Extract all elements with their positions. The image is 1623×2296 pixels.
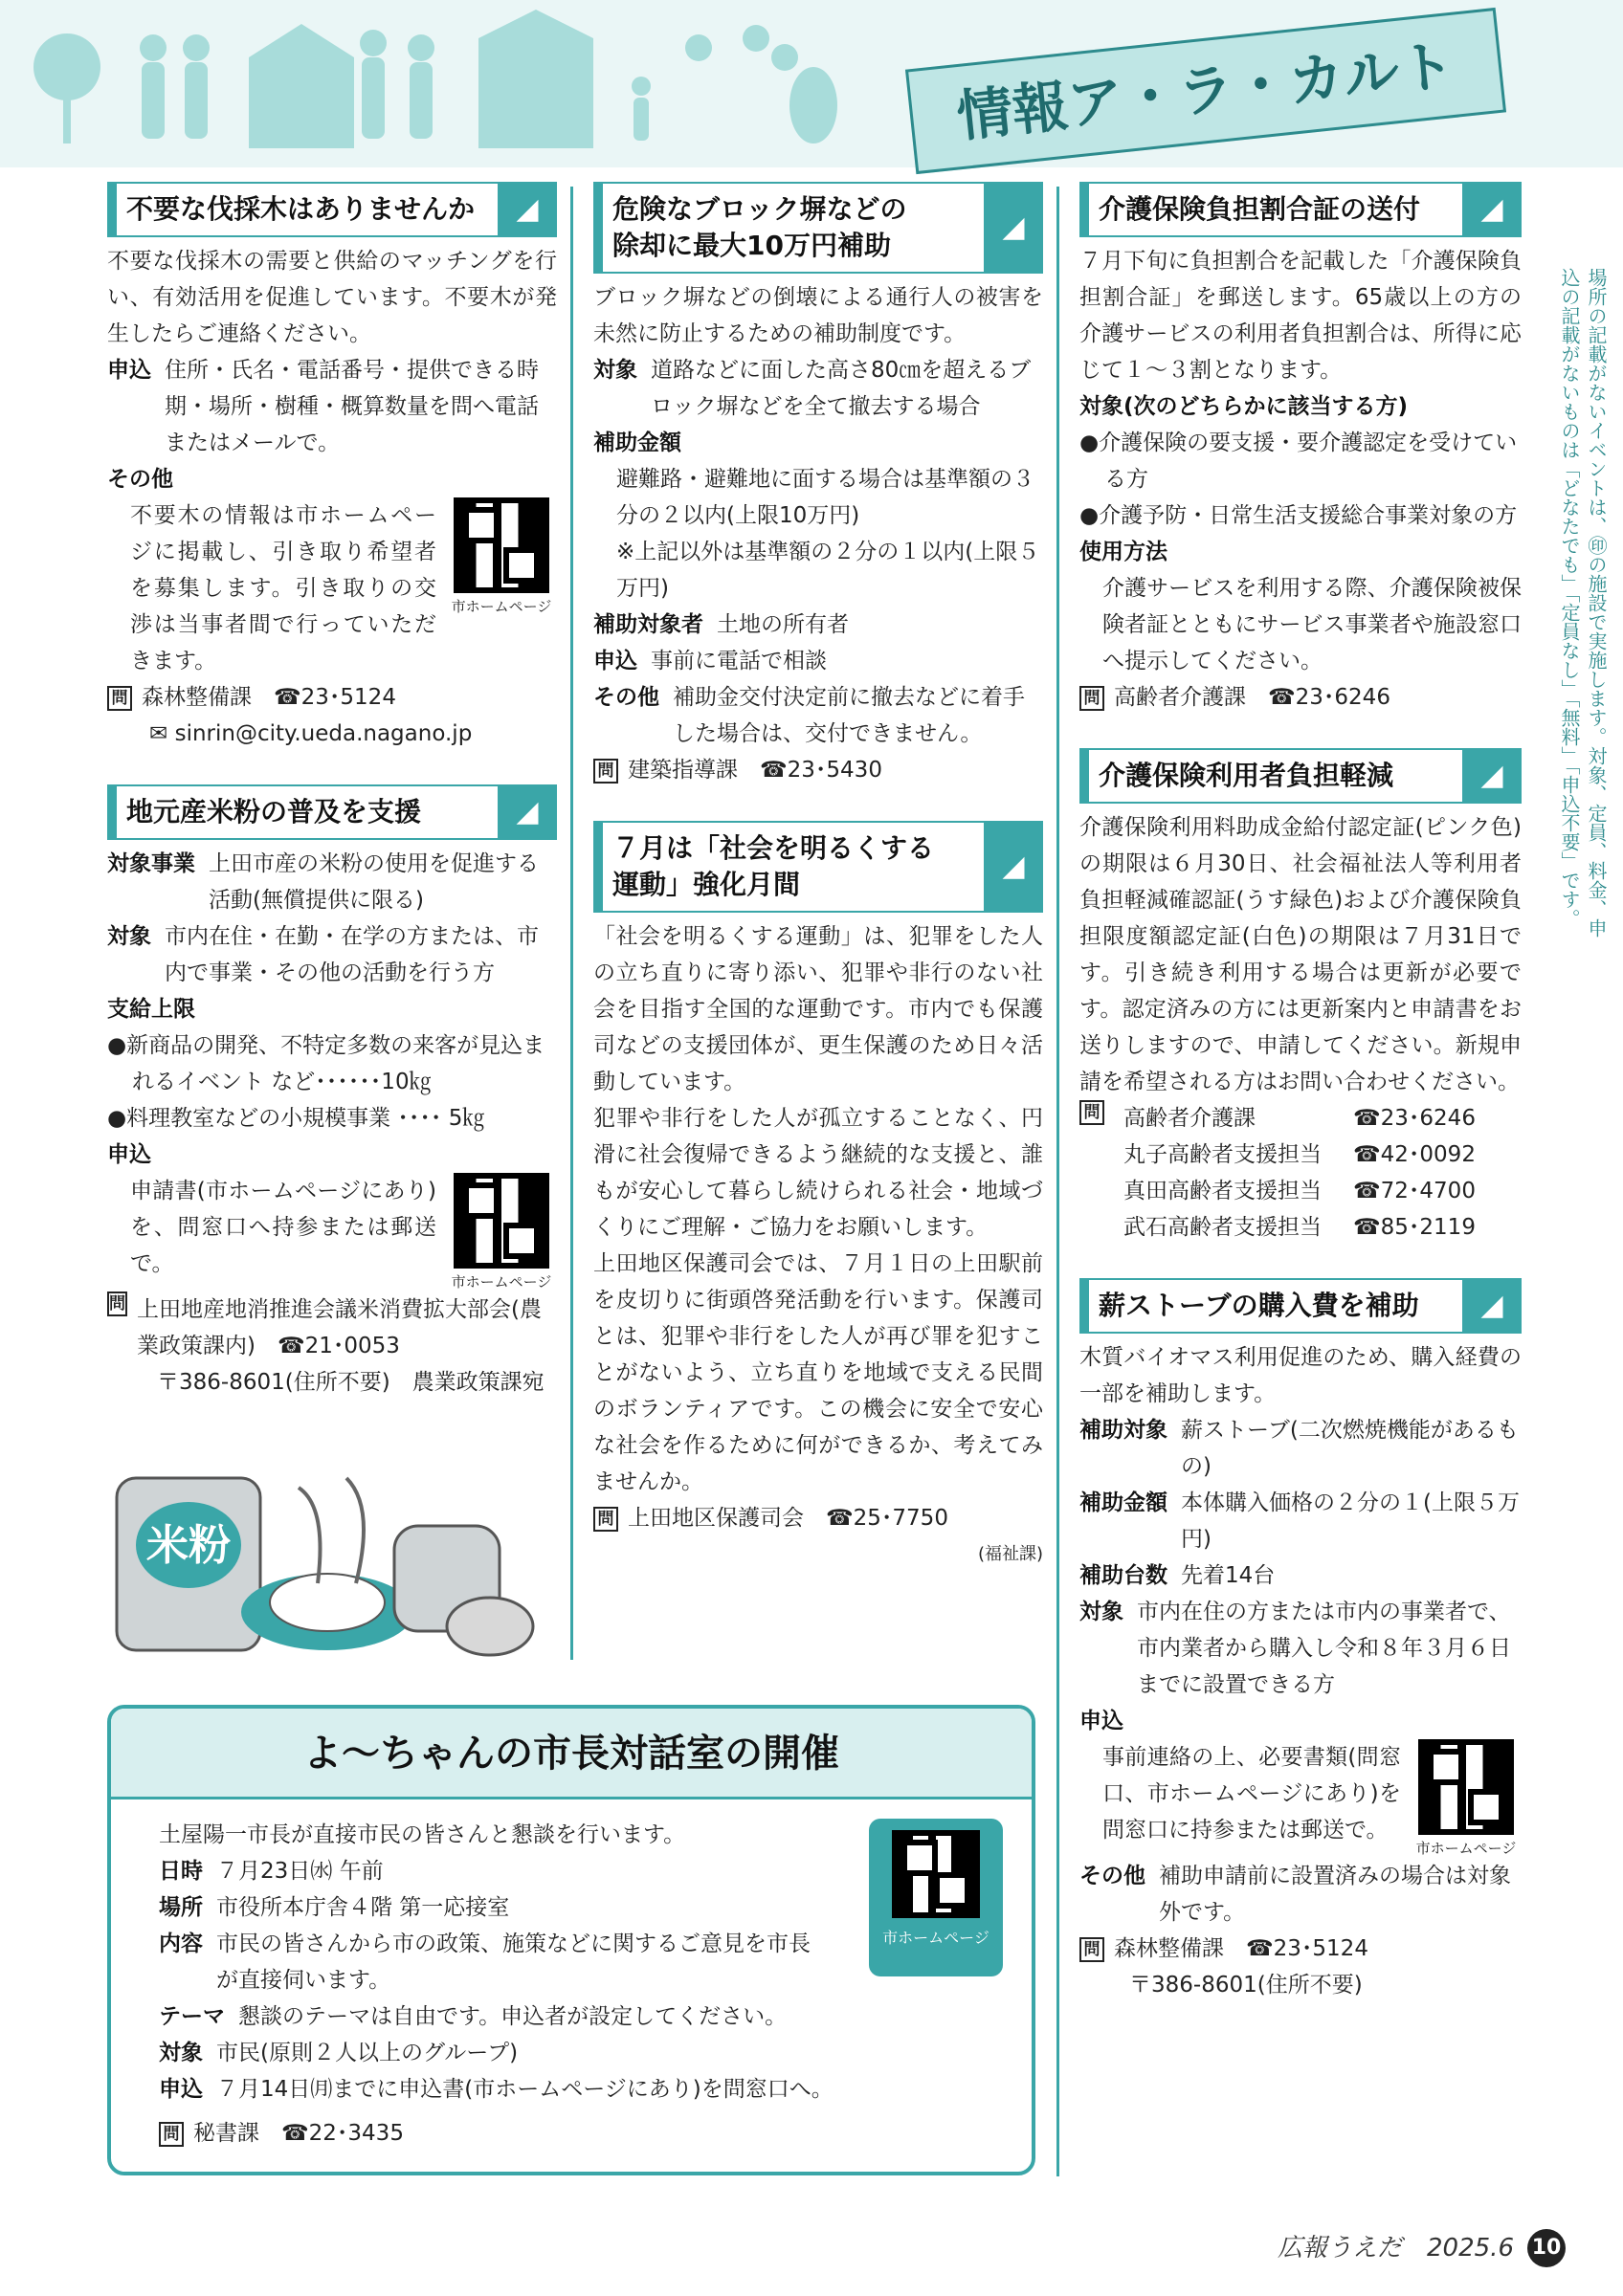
section-rice-flour (107, 784, 557, 1401)
label: 場所 (159, 1895, 203, 1920)
inquiry-icon: 問 (593, 1507, 618, 1532)
value: 道路などに面した高さ80㎝を超えるブロック塀などを全て撤去する場合 (651, 358, 1032, 419)
value: ７月23日㈬ 午前 (216, 1859, 384, 1884)
magazine-name: 広報うえだ 2025.6 (1278, 2234, 1514, 2263)
label: 日時 (159, 1859, 203, 1884)
box-title: よ～ちゃんの市長対話室の開催 (111, 1709, 1032, 1799)
contact-phone: ☎23･6246 (1353, 1106, 1476, 1131)
section-title: 不要な伐採木はありませんか (126, 193, 476, 225)
email-link[interactable]: ✉ sinrin@city.ueda.nagano.jp (149, 721, 473, 746)
qr-caption: 市ホームページ (882, 1929, 989, 1947)
label: 申込 (159, 2077, 203, 2102)
body-text: 犯罪や非行をした人が孤立することなく、円滑に社会復帰できるよう継続的な支援と、誰もが安心して暮らし続けられる社会・地域づくりにご理解・ご協力をお願いします。 (593, 1106, 1043, 1240)
section-title: 介護保険利用者負担軽減 (1099, 760, 1394, 791)
section-care-ratio (1079, 182, 1522, 716)
label: 申込 (107, 358, 151, 383)
list-item: ●料理教室などの小規模事業 ････ 5㎏ (107, 1106, 485, 1131)
section-block-wall (593, 182, 1043, 788)
label: その他 (107, 467, 173, 492)
section-title: 危険なブロック塀などの 除却に最大10万円補助 (612, 193, 907, 261)
list-item: ●介護保険の要支援・要介護認定を受けている方 (1079, 430, 1518, 492)
contact-name: 丸子高齢者支援担当 (1123, 1142, 1322, 1167)
value: 先着14台 (1181, 1563, 1276, 1588)
body-text: 「社会を明るくする運動」は、犯罪をした人の立ち直りに寄り添い、犯罪や非行のない社会を目指す全国的な運動です。市内でも保護司などの支援団体が、更生保護のため日々活動しています。 (593, 924, 1043, 1094)
column-1 (107, 182, 557, 1433)
body-text: ブロック塀などの倒壊による通行人の被害を未然に防止するための補助制度です。 (593, 285, 1043, 346)
label: 補助金額 (1079, 1490, 1167, 1515)
qr-code-icon[interactable] (454, 497, 549, 593)
value: 補助申請前に設置済みの場合は対象外です。 (1159, 1864, 1511, 1925)
postal: 〒386-8601(住所不要) (1129, 1973, 1363, 1998)
inquiry-icon: 問 (159, 2122, 184, 2147)
megaphone-icon: ◢ (1462, 184, 1522, 235)
contact: 秘書課 ☎22･3435 (193, 2121, 404, 2146)
qr-block[interactable] (446, 497, 557, 616)
inquiry-icon: 問 (107, 686, 132, 711)
rice-flour-illustration (107, 1449, 557, 1665)
qr-code-icon[interactable] (892, 1830, 980, 1918)
people-illustration (29, 10, 890, 153)
label: 補助対象者 (593, 612, 703, 637)
postal: 〒386-8601(住所不要) 農業政策課宛 (157, 1370, 545, 1395)
section-bright-society (593, 821, 1043, 1573)
section-banner-title: 情報ア・ラ・カルト (905, 8, 1506, 174)
value: 事前に電話で相談 (651, 649, 827, 673)
intro-text: 土屋陽一市長が直接市民の皆さんと懇談を行います。 (159, 1822, 686, 1847)
value: 本体購入価格の２分の１(上限５万円) (1181, 1490, 1520, 1552)
contact: 森林整備課 ☎23･5124 (142, 685, 396, 710)
column-3 (1079, 182, 1522, 2036)
section-title: 介護保険負担割合証の送付 (1099, 193, 1421, 225)
megaphone-icon: ◢ (1462, 1280, 1522, 1332)
body-text: 避難路・避難地に面する場合は基準額の３分の２以内(上限10万円) (616, 467, 1034, 528)
label: 対象 (593, 358, 637, 383)
label: 使用方法 (1079, 540, 1167, 564)
inquiry-icon: 問 (1079, 1100, 1104, 1125)
column-2 (593, 182, 1043, 1605)
section-felled-trees (107, 182, 557, 752)
label: 内容 (159, 1932, 203, 1956)
contact: 森林整備課 ☎23･5124 (1114, 1936, 1368, 1961)
label: 補助台数 (1079, 1563, 1167, 1588)
body-text: 介護サービスを利用する際、介護保険被保険者証とともにサービス事業者や施設窓口へ提示してください。 (1102, 576, 1522, 673)
megaphone-icon: ◢ (1462, 750, 1522, 802)
value: 市民(原則２人以上のグループ) (216, 2041, 519, 2065)
label: 対象 (159, 2041, 203, 2065)
contact-name: 真田高齢者支援担当 (1123, 1179, 1322, 1203)
value: ７月14日㈪までに申込書(市ホームページにあり)を問窓口へ。 (216, 2077, 834, 2102)
contact: 建築指導課 ☎23･5430 (628, 758, 882, 783)
label: 対象事業 (107, 851, 195, 876)
value: 懇談のテーマは自由です。申込者が設定してください。 (238, 2004, 788, 2029)
value: 市役所本庁舎４階 第一応接室 (216, 1895, 510, 1920)
label: 対象 (1079, 1600, 1123, 1624)
contact: 高齢者介護課 ☎23･6246 (1114, 685, 1390, 710)
label: その他 (1079, 1864, 1145, 1888)
value: 補助金交付決定前に撤去などに着手した場合は、交付できません。 (673, 685, 1025, 746)
rice-flour-label: 米粉 (146, 1521, 231, 1570)
body-text: 不要な伐採木の需要と供給のマッチングを行い、有効活用を促進しています。不要木が発生したらご連絡ください。 (107, 249, 557, 346)
contact-table (1079, 1100, 1522, 1246)
page-number: 10 (1527, 2229, 1566, 2267)
body-text: 事前連絡の上、必要書類(問窓口、市ホームページにあり)を問窓口に持参または郵送で。 (1102, 1745, 1401, 1843)
value: 土地の所有者 (717, 612, 849, 637)
body-text: 木質バイオマス利用促進のため、購入経費の一部を補助します。 (1079, 1345, 1522, 1406)
label: その他 (593, 685, 659, 710)
contact: 上田地産地消推進会議米消費拡大部会(農業政策課内) ☎21･0053 (137, 1297, 542, 1358)
value: 住所・氏名・電話番号・提供できる時期・場所・樹種・概算数量を問へ電話またはメールで。 (165, 358, 539, 455)
label: 補助対象 (1079, 1418, 1167, 1443)
qr-block[interactable] (446, 1173, 557, 1292)
body-text: 不要木の情報は市ホームページに掲載し、引き取り希望者を募集します。引き取りの交渉は当事者間で行っていただきます。 (130, 503, 436, 673)
qr-caption: 市ホームページ (451, 598, 552, 615)
qr-caption: 市ホームページ (1415, 1840, 1517, 1857)
inquiry-icon: 問 (107, 1292, 127, 1316)
label: 支給上限 (107, 997, 195, 1022)
label: 対象 (107, 924, 151, 949)
contact-name: 武石高齢者支援担当 (1123, 1215, 1322, 1240)
label: 申込 (593, 649, 637, 673)
contact-phone: ☎72･4700 (1353, 1179, 1476, 1203)
qr-caption: 市ホームページ (451, 1273, 552, 1291)
body-text: 申請書(市ホームページにあり)を、問窓口へ持参または郵送で。 (130, 1179, 436, 1276)
section-title: 薪ストーブの購入費を補助 (1099, 1290, 1419, 1321)
inquiry-icon: 問 (593, 759, 618, 784)
label: 補助金額 (593, 430, 681, 455)
contact: 上田地区保護司会 ☎25･7750 (628, 1506, 948, 1531)
body-text: ７月下旬に負担割合を記載した「介護保険負担割合証」を郵送します。65歳以上の方の介護サービスの利用者負担割合は、所得に応じて１～３割となります。 (1079, 249, 1522, 383)
label: 申込 (107, 1142, 151, 1167)
mayor-dialogue-box (107, 1705, 1035, 2175)
qr-code-icon[interactable] (1418, 1739, 1514, 1835)
body-text: 上田地区保護司会では、７月１日の上田駅前を皮切りに街頭啓発活動を行います。保護司とは、犯罪や非行をした人が再び罪を犯すことがないよう、立ち直りを地域で支える民間のボランティアです。この機会に安全で安心な社会を作るために何ができるか、考えてみませんか。 (593, 1251, 1043, 1494)
label: テーマ (159, 2004, 225, 2029)
department: (福祉課) (977, 1544, 1043, 1564)
label: 申込 (1079, 1709, 1123, 1733)
megaphone-icon: ◢ (498, 786, 557, 838)
value: 市民の皆さんから市の政策、施策などに関するご意見を市長が直接伺います。 (216, 1932, 811, 1993)
contact-phone: ☎42･0092 (1353, 1142, 1476, 1167)
column-divider (1056, 187, 1059, 2176)
inquiry-icon: 問 (1079, 1937, 1104, 1962)
section-care-burden (1079, 748, 1522, 1246)
section-title: ７月は「社会を明るくする 運動」強化月間 (612, 832, 935, 900)
list-item: ●新商品の開発、不特定多数の来客が見込まれるイベント など･･････10㎏ (107, 1033, 545, 1094)
footer (1278, 2229, 1566, 2267)
qr-code-icon[interactable] (454, 1173, 549, 1269)
inquiry-icon: 問 (1079, 686, 1104, 711)
value: 薪ストーブ(二次燃焼機能があるもの) (1181, 1418, 1519, 1479)
megaphone-icon: ◢ (498, 184, 557, 235)
body-text: ※上記以外は基準額の２分の１以内(上限５万円) (616, 540, 1040, 601)
qr-block[interactable] (869, 1819, 1003, 1976)
body-text: 介護保険利用料助成金給付認定証(ピンク色)の期限は６月30日、社会福祉法人等利用者負担軽減確認証(うす緑色)および介護保険負担限度額認定証(白色)の期限は７月31日です。引き続き利用する場合は更新が必要です。認定済みの方には更新案内と申請書をお送りしますので、申請してください。新規申請を希望される方はお問い合わせください。 (1079, 815, 1522, 1094)
value: 上田市産の米粉の使用を促進する活動(無償提供に限る) (209, 851, 539, 913)
label: 対象(次のどちらかに該当する方) (1079, 394, 1409, 419)
value: 市内在住・在勤・在学の方または、市内で事業・その他の活動を行う方 (165, 924, 539, 985)
contact-phone: ☎85･2119 (1353, 1215, 1476, 1240)
megaphone-icon: ◢ (984, 823, 1043, 911)
value: 市内在住の方または市内の事業者で、市内業者から購入し令和８年３月６日までに設置できる方 (1137, 1600, 1511, 1697)
header-banner (0, 0, 1623, 167)
qr-block[interactable] (1411, 1739, 1522, 1858)
section-title: 地元産米粉の普及を支援 (126, 796, 422, 828)
column-divider (570, 187, 573, 1660)
section-wood-stove (1079, 1278, 1522, 2003)
megaphone-icon: ◢ (984, 184, 1043, 272)
side-note: 場所の記載がないイベントは、㊞の施設で実施します。対象、定員、料金、申込の記載がないものは「どなたでも」「定員なし」「無料」「申込不要」です。 (1558, 268, 1608, 938)
contact-name: 高齢者介護課 (1123, 1106, 1256, 1131)
list-item: ●介護予防・日常生活支援総合事業対象の方 (1079, 503, 1518, 528)
